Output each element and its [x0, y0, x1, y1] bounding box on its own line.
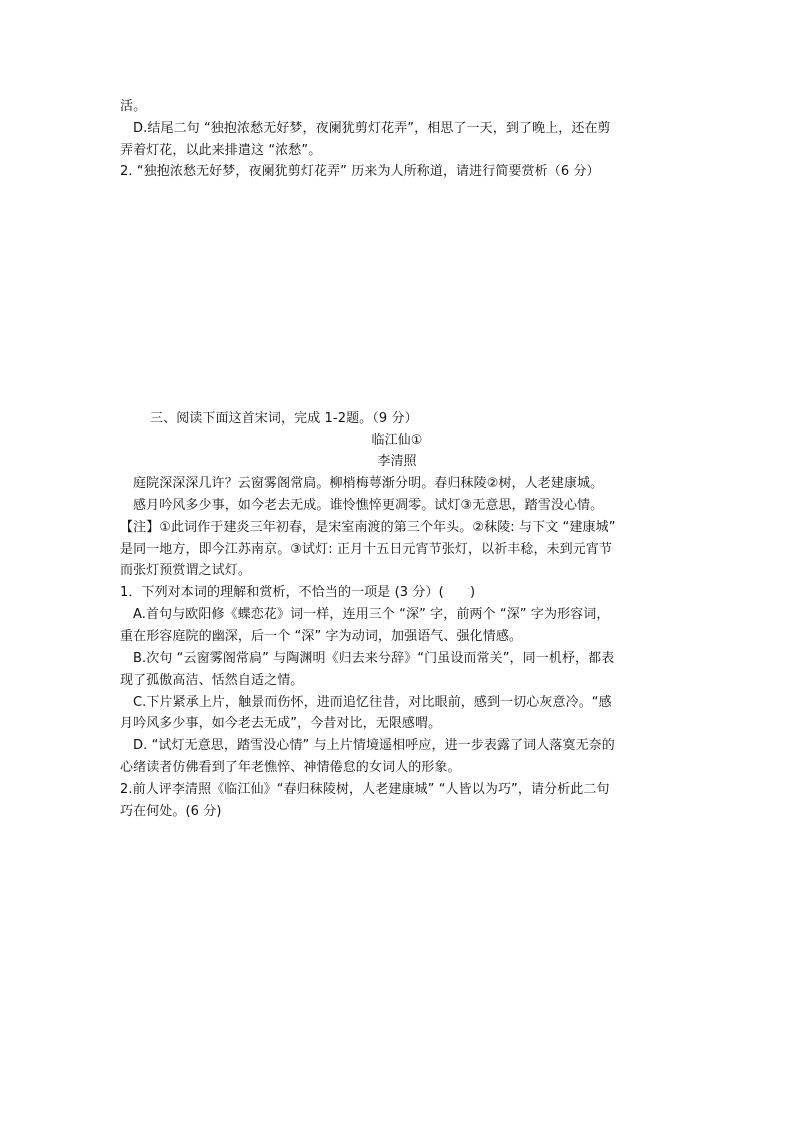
question-2-poem-line1: 2.前人评李清照《临江仙》“春归秣陵树，人老建康城” “人皆以为巧”，请分析此二句: [120, 782, 610, 797]
question-2: 2. “独抱浓愁无好梦，夜阑犹剪灯花弄” 历来为人所称道，请进行简要赏析（6 分）: [120, 164, 600, 179]
section-heading: 三、阅读下面这首宋词，完成 1-2题。（9 分）: [150, 411, 418, 426]
q1-option-d-line2: 心绪读者仿佛看到了年老憔悴、神情倦怠的女词人的形象。: [120, 760, 461, 775]
question-1: 1．下列对本词的理解和赏析，不恰当的一项是 (3 分）( ): [120, 585, 476, 600]
poem-title: 临江仙①: [371, 433, 423, 448]
q1-option-a-line1: A.首句与欧阳修《蝶恋花》词一样，连用三个 “深” 字，前两个 “深” 字为形容词，: [133, 607, 610, 622]
note-line-1: 【注】①此词作于建炎三年初春，是宋室南渡的第三个年头。②秣陵: 与下文 “建康城”: [120, 520, 616, 535]
poem-verse-1: 庭院深深深几许？云窗雾阁常扃。柳梢梅萼渐分明。春归秣陵②树，人老建康城。: [133, 476, 604, 491]
note-line-3: 而张灯预赏谓之试灯。: [120, 563, 252, 578]
q1-option-c-line1: C.下片紧承上片，触景而伤怀，进而追忆往昔，对比眼前，感到一切心灰意冷。“感: [133, 695, 612, 710]
option-c-tail: 活。: [120, 99, 147, 114]
q1-option-b-line1: B.次句 “云窗雾阁常扃” 与陶渊明《归去来兮辞》“门虽设而常关”，同一机杼，都表: [133, 651, 615, 666]
q1-option-c-line2: 月吟风多少事，如今老去无成”，今昔对比，无限感喟。: [120, 716, 442, 731]
note-line-2: 是同一地方，即今江苏南京。③试灯: 正月十五日元宵节张灯，以祈丰稔，未到元宵节: [120, 542, 613, 557]
option-d-line2: 弄着灯花，以此来排遣这 “浓愁”。: [120, 143, 322, 158]
poem-verse-2: 感月吟风多少事，如今老去无成。谁怜憔悴更凋零。试灯③无意思，踏雪没心情。: [133, 498, 604, 513]
option-d-line1: D.结尾二句 “独抱浓愁无好梦，夜阑犹剪灯花弄”，相思了一天，到了晚上，还在剪: [133, 121, 611, 136]
q1-option-d-line1: D. “试灯无意思，踏雪没心情” 与上片情境遥相呼应，进一步表露了词人落寞无奈的: [133, 738, 615, 753]
poem-author: 李清照: [377, 454, 417, 469]
q1-option-a-line2: 重在形容庭院的幽深，后一个 “深” 字为动词，加强语气、强化情感。: [120, 629, 523, 644]
question-2-poem-line2: 巧在何处。(6 分): [120, 804, 222, 819]
q1-option-b-line2: 现了孤傲高洁、恬然自适之情。: [120, 673, 304, 688]
